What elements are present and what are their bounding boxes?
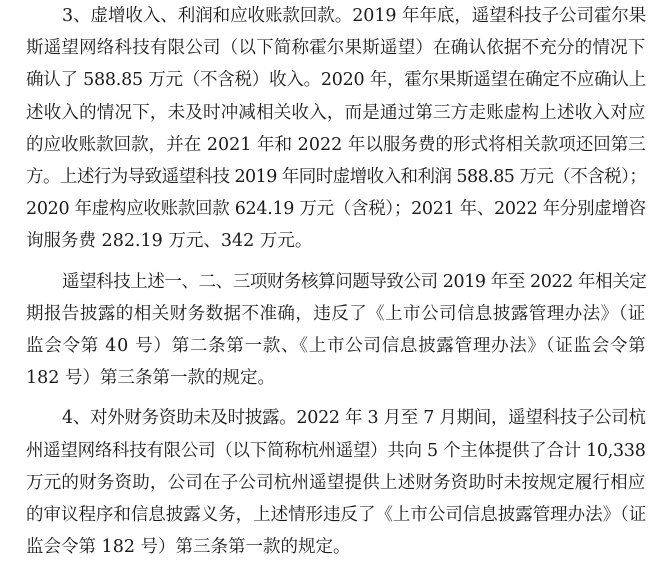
- text-line: 的应收账款回款，并在 2021 年和 2022 年以服务费的形式将相关款项还回第三: [26, 134, 646, 155]
- text-line: 4、对外财务资助未及时披露。2022 年 3 月至 7 月期间，遥望科技子公司杭: [62, 408, 646, 429]
- text-line: 的审议程序和信息披露义务，上述情形违反了《上市公司信息披露管理办法》（证: [26, 505, 647, 526]
- document-body: [26, 0, 646, 563]
- text-line: 万元的财务资助，公司在子公司杭州遥望提供上述财务资助时未按规定履行相应: [26, 472, 646, 493]
- paragraph-4-financial-assistance: [26, 402, 646, 563]
- text-line: 确认了 588.85 万元（不含税）收入。2020 年，霍尔果斯遥望在确定不应确认上: [26, 70, 646, 91]
- text-line: 3、虚增收入、利润和应收账款回款。2019 年年底，遥望科技子公司霍尔果: [62, 6, 647, 26]
- text-line: 询服务费 282.19 万元、342 万元。: [26, 231, 313, 252]
- text-line: 监会令第 182 号）第三条第一款的规定。: [26, 537, 351, 558]
- text-line: 182 号）第三条第一款的规定。: [26, 368, 275, 389]
- text-line: 监会令第 40 号）第二条第一款、《上市公司信息披露管理办法》（证监会令第: [26, 336, 647, 357]
- text-line: 州遥望网络科技有限公司（以下简称杭州遥望）共向 5 个主体提供了合计 10,338: [26, 440, 646, 461]
- paragraph-summary-violation: [26, 266, 646, 395]
- text-line: 斯遥望网络科技有限公司（以下简称霍尔果斯遥望）在确认依据不充分的情况下: [26, 38, 646, 59]
- text-line: 2020 年虚构应收账款回款 624.19 万元（含税）；2021 年、2022 年分别虚增咨: [26, 199, 646, 220]
- text-line: 方。上述行为导致遥望科技 2019 年同时虚增收入和利润 588.85 万元（不含税）；: [26, 167, 647, 188]
- text-line: 期报告披露的相关财务数据不准确，违反了《上市公司信息披露管理办法》（证: [26, 303, 646, 324]
- paragraph-3-revenue-inflation: [26, 0, 646, 258]
- text-line: 述收入的情况下，未及时冲减相关收入，而是通过第三方走账虚构上述收入对应: [26, 102, 646, 123]
- text-line: 遥望科技上述一、二、三项财务核算问题导致公司 2019 年至 2022 年相关定: [62, 271, 647, 292]
